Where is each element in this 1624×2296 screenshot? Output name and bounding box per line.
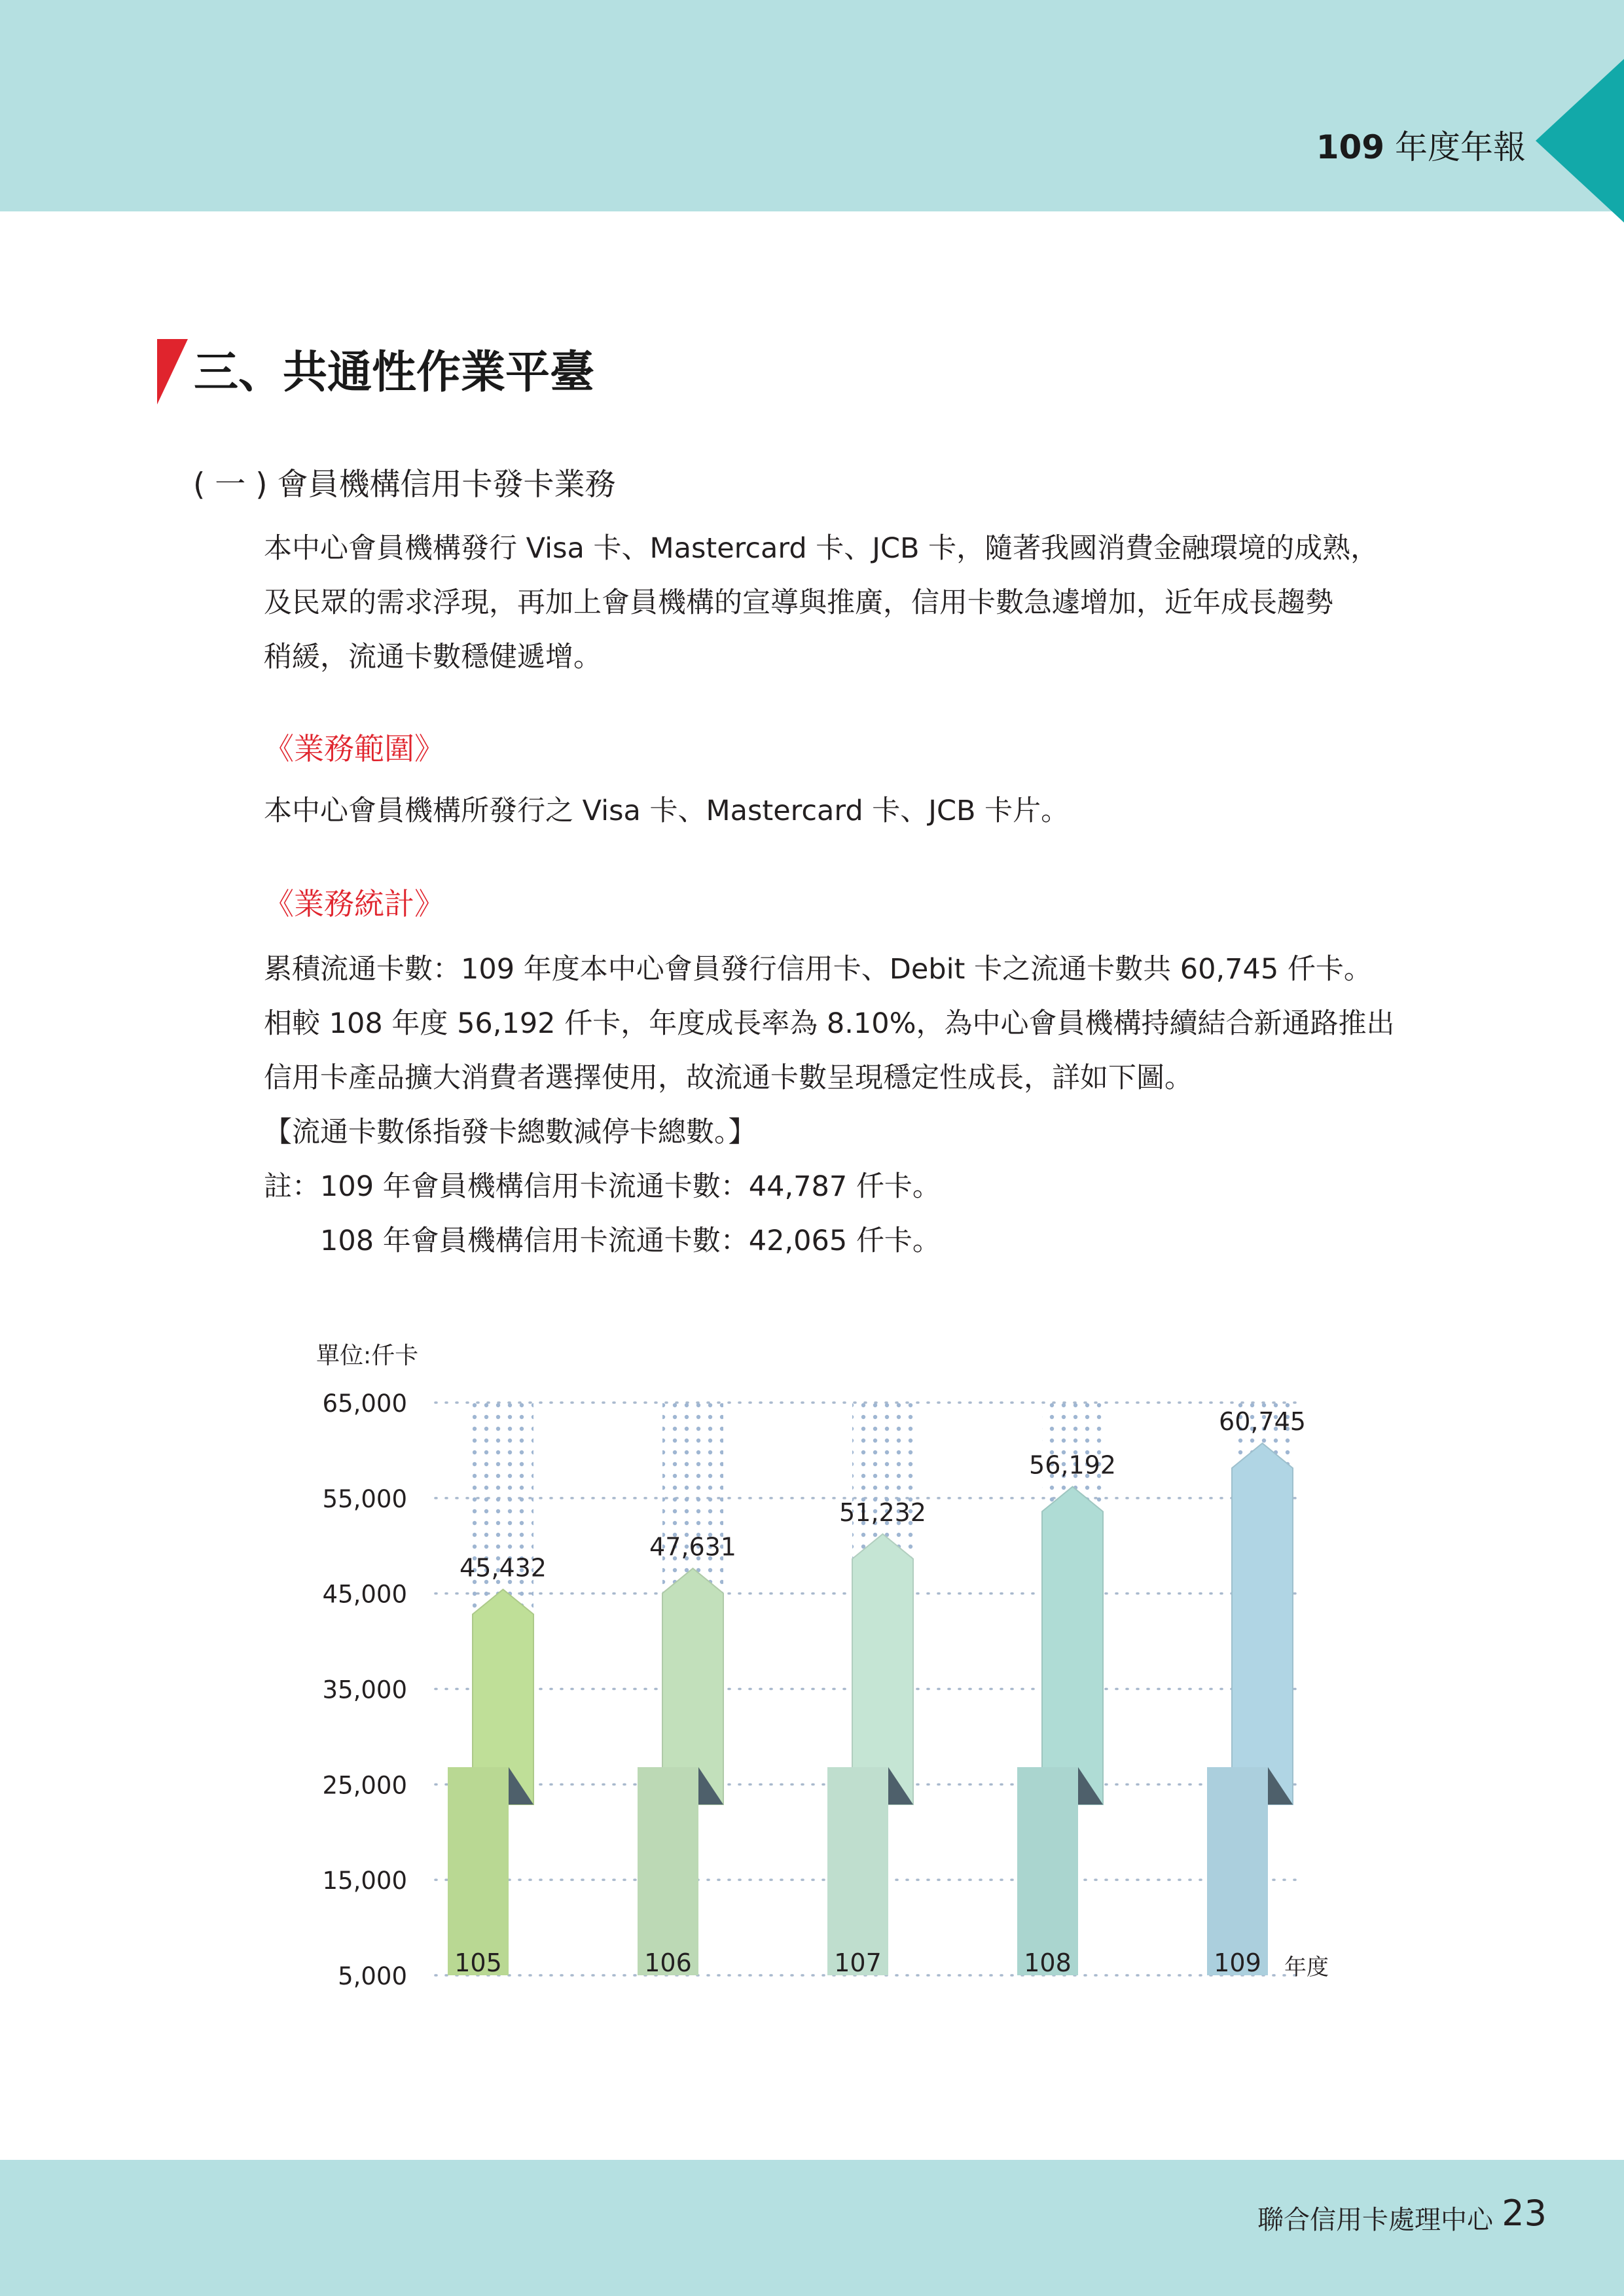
- y-tick-label: 25,000: [322, 1771, 407, 1800]
- bar-dotted-background: [662, 1403, 723, 1593]
- scope-heading: 《業務範圍》: [264, 731, 444, 766]
- bar-value-label: 47,631: [649, 1532, 736, 1562]
- unit-label: 單位:仟卡: [316, 1342, 419, 1369]
- bar-arrow: [852, 1534, 913, 1804]
- bar-value-label: 45,432: [460, 1553, 547, 1583]
- scope-text: 本中心會員機構所發行之 Visa 卡、Mastercard 卡、JCB 卡片。: [264, 795, 1070, 827]
- y-tick-label: 35,000: [322, 1676, 407, 1704]
- y-tick-label: 5,000: [338, 1962, 407, 1990]
- bar-dotted-background: [473, 1403, 533, 1614]
- bar-base: [827, 1767, 888, 1975]
- bar-base: [638, 1767, 698, 1975]
- bar-value-label: 51,232: [839, 1498, 926, 1527]
- y-axis-ticks: [323, 1390, 407, 1990]
- intro-line: 稍緩，流通卡數穩健遞增。: [264, 641, 602, 673]
- y-tick-label: 55,000: [322, 1484, 407, 1513]
- stats-line: 【流通卡數係指發卡總數減停卡總數。】: [264, 1116, 757, 1149]
- bar-base: [448, 1767, 509, 1975]
- bars: [448, 1403, 1306, 1977]
- bar-value-label: 56,192: [1029, 1450, 1116, 1480]
- footer-org-name: 聯合信用卡處理中心: [1257, 2205, 1493, 2235]
- section-title: 三、共通性作業平臺: [194, 347, 595, 399]
- bar-value-label: 60,745: [1219, 1407, 1306, 1437]
- y-tick-label: 45,000: [322, 1580, 407, 1609]
- page-number: 23: [1502, 2193, 1547, 2234]
- report-title-text: 年度年報: [1395, 128, 1526, 166]
- bar-base: [1207, 1767, 1268, 1975]
- bar-base: [1017, 1767, 1078, 1975]
- subsection-title: ( 一 ) 會員機構信用卡發卡業務: [193, 467, 616, 503]
- report-year: 109: [1316, 128, 1385, 166]
- stats-line: 累積流通卡數：109 年度本中心會員發行信用卡、Debit 卡之流通卡數共 60,745 仟卡。: [264, 953, 1372, 986]
- x-category-label: 106: [644, 1948, 692, 1977]
- stats-line: 註：109 年會員機構信用卡流通卡數：44,787 仟卡。: [264, 1170, 941, 1203]
- x-category-label: 108: [1024, 1948, 1072, 1977]
- stats-line: 信用卡產品擴大消費者選擇使用，故流通卡數呈現穩定性成長，詳如下圖。: [264, 1062, 1193, 1094]
- intro-line: 本中心會員機構發行 Visa 卡、Mastercard 卡、JCB 卡，隨著我國消費金融環境的成熟，: [264, 532, 1379, 565]
- stats-line: 108 年會員機構信用卡流通卡數：42,065 仟卡。: [264, 1225, 941, 1257]
- x-category-label: 107: [834, 1948, 882, 1977]
- y-tick-label: 15,000: [322, 1867, 407, 1895]
- y-tick-label: 65,000: [322, 1390, 407, 1418]
- x-category-label: 105: [454, 1948, 502, 1977]
- stats-line: 相較 108 年度 56,192 仟卡，年度成長率為 8.10%，為中心會員機構持續結合新通路推出: [264, 1007, 1395, 1040]
- stats-heading: 《業務統計》: [264, 886, 444, 922]
- bar-arrow: [1232, 1443, 1293, 1804]
- intro-line: 及民眾的需求浮現，再加上會員機構的宣導與推廣，信用卡數急遽增加，近年成長趨勢: [264, 586, 1333, 619]
- bar-arrow: [1042, 1486, 1103, 1804]
- x-axis-unit-label: 年度: [1284, 1954, 1329, 1981]
- x-category-label: 109: [1214, 1948, 1261, 1977]
